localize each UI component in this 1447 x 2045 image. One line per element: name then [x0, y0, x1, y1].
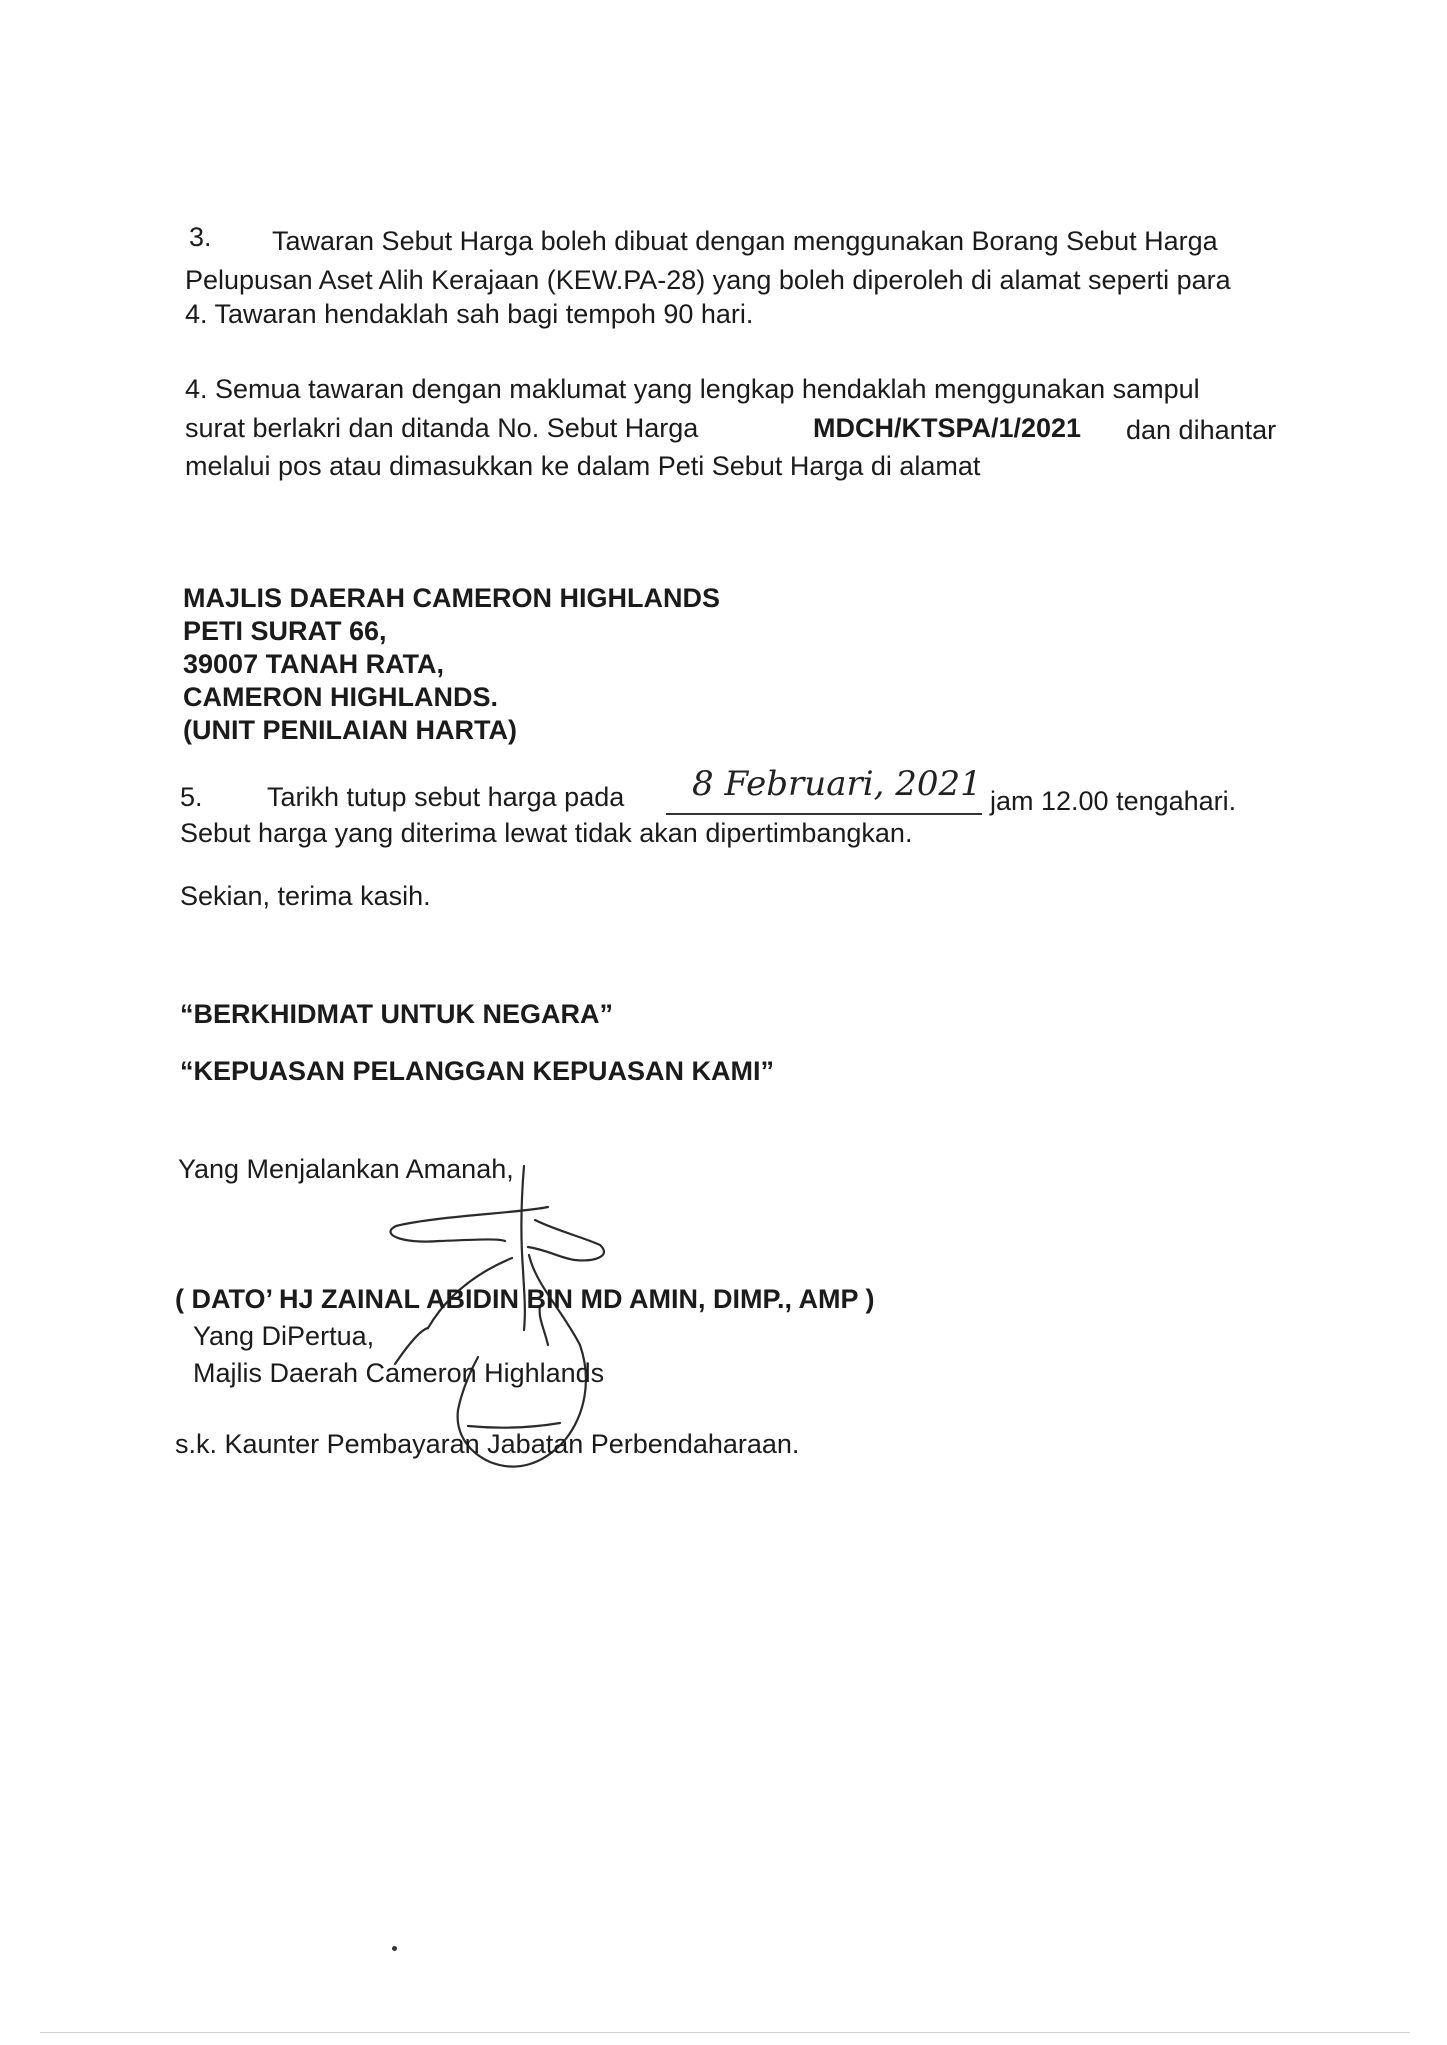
- paragraph-3-line-1: Tawaran Sebut Harga boleh dibuat dengan menggunakan Borang Sebut Harga: [272, 226, 1218, 256]
- handwritten-closing-date: 8 Februari, 2021: [692, 764, 982, 804]
- paragraph-5-number: 5.: [180, 782, 203, 812]
- paragraph-4-line-2-start: surat berlakri dan ditanda No. Sebut Harga: [185, 413, 699, 443]
- address-line-2: PETI SURAT 66,: [183, 616, 387, 646]
- address-line-5: (UNIT PENILAIAN HARTA): [183, 715, 517, 745]
- signatory-name: ( DATO’ HJ ZAINAL ABIDIN BIN MD AMIN, DIMP., AMP ): [175, 1284, 875, 1314]
- paragraph-3-number: 3.: [189, 222, 212, 252]
- paragraph-4-line-3: melalui pos atau dimasukkan ke dalam Peti Sebut Harga di alamat: [185, 451, 981, 481]
- carbon-copy-line: s.k. Kaunter Pembayaran Jabatan Perbendaharaan.: [175, 1429, 800, 1459]
- motto-1: “BERKHIDMAT UNTUK NEGARA”: [180, 999, 613, 1029]
- motto-2: “KEPUASAN PELANGGAN KEPUASAN KAMI”: [180, 1056, 775, 1086]
- paragraph-3-line-2: Pelupusan Aset Alih Kerajaan (KEW.PA-28) yang boleh diperoleh di alamat seperti para: [185, 265, 1231, 295]
- scan-edge-line: [40, 2032, 1410, 2033]
- paragraph-5-line-2: Sebut harga yang diterima lewat tidak akan dipertimbangkan.: [180, 818, 913, 848]
- scan-speck: [392, 1946, 397, 1951]
- paragraph-3-line-3: 4. Tawaran hendaklah sah bagi tempoh 90 hari.: [185, 299, 754, 329]
- signature-intro: Yang Menjalankan Amanah,: [178, 1154, 514, 1184]
- quotation-reference-number: MDCH/KTSPA/1/2021: [813, 413, 1082, 443]
- signature-stroke: [390, 1207, 548, 1242]
- paragraph-4-line-1: 4. Semua tawaran dengan maklumat yang lengkap hendaklah menggunakan sampul: [185, 374, 1200, 404]
- paragraph-4-line-2-end: dan dihantar: [1126, 415, 1277, 445]
- signatory-title-1: Yang DiPertua,: [193, 1321, 375, 1351]
- address-line-1: MAJLIS DAERAH CAMERON HIGHLANDS: [183, 583, 721, 613]
- paragraph-5-line-1-end: jam 12.00 tengahari.: [990, 786, 1237, 816]
- paragraph-5-line-1-start: Tarikh tutup sebut harga pada: [267, 782, 625, 812]
- address-line-3: 39007 TANAH RATA,: [183, 649, 445, 679]
- address-line-4: CAMERON HIGHLANDS.: [183, 682, 498, 712]
- closing-remark: Sekian, terima kasih.: [180, 881, 431, 911]
- signature-stroke: [528, 1220, 604, 1260]
- signatory-title-2: Majlis Daerah Cameron Highlands: [193, 1358, 605, 1388]
